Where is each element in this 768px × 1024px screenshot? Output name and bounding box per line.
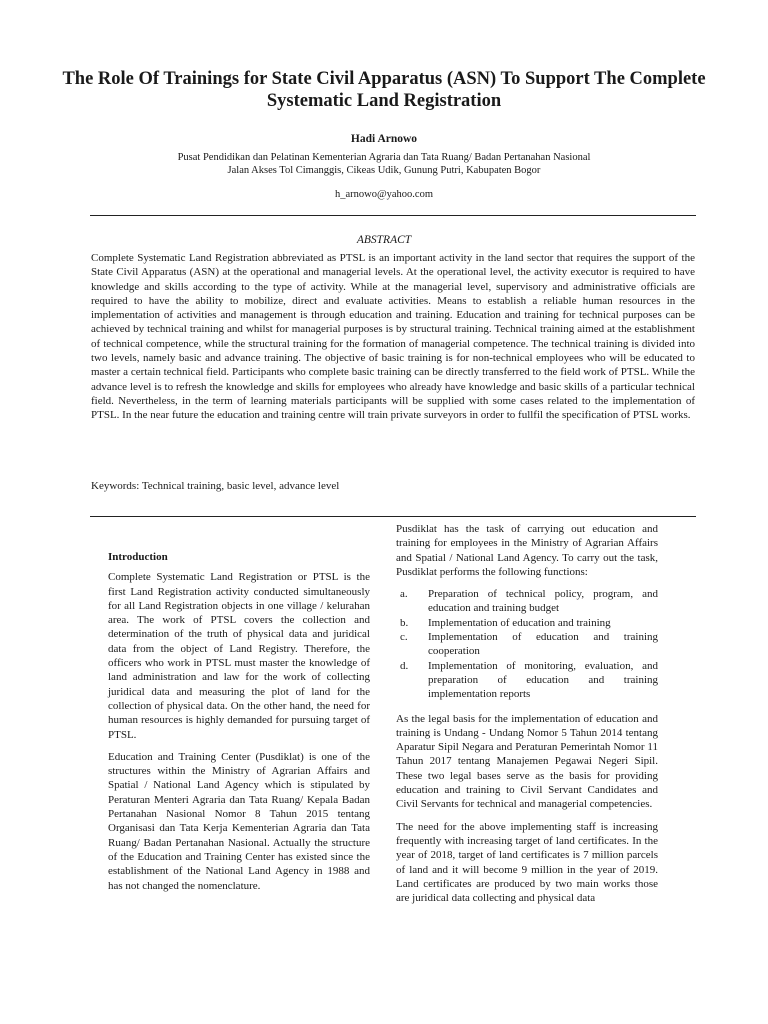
list-item <box>396 616 658 630</box>
intro-paragraph-1: Complete Systematic Land Registration or PTSL is the first Land Registration activity conducted simultaneously for all Land Registration objects in one village / kelurahan area. The work of PTSL covers the collection and determination of the truth of physical data and juridical data from the object of Land Registry. Therefore, the officers who work in PTSL must master the knowledge of land administration and law for the work of collecting juridical data and measuring the plot of land for the collection of physical data. On the other hand, the need for human resources is highly demanded for pursuing target of PTSL. <box>108 571 370 741</box>
intro-paragraph-2: Education and Training Center (Pusdiklat) is one of the structures within the Ministry of Agrarian Affairs and Spatial / National Land Agency which is stipulated by Peraturan Menteri Agraria dan Tata Ruang/ Kepala Badan Pertanahan Nasional Nomor 8 Tahun 2015 tentang Organisasi dan Tata Kerja Kementerian Agraria dan Tata Ruang/ Badan Pertanahan Nasional. Actually the structure of the Education and Training Center has existed since the establishment of the National Land Agency in 1988 and has not changed the nomenclature. <box>108 750 370 892</box>
functions-list <box>396 587 658 701</box>
list-item-label: c. <box>400 631 408 644</box>
pusdiklat-paragraph: Pusdiklat has the task of carrying out education and training for employees in the Ministry of Agrarian Affairs and Spatial / National Land Agency. To carry out the task, Pusdiklat performs the following functions: <box>396 523 658 578</box>
paper-title: The Role Of Trainings for State Civil Apparatus (ASN) To Support The Complete Systematic Land Registration <box>62 69 706 111</box>
section-heading-introduction: Introduction <box>108 551 168 563</box>
staff-need-paragraph: The need for the above implementing staff is increasing frequently with increasing target of land certificates. In the year of 2018, target of land certificates is 7 million parcels of land and it will become 9 million in the year of 2019. Land certificates are produced by two main works those are juridical data collecting and physical data <box>396 820 658 905</box>
list-item-label: d. <box>400 659 409 672</box>
abstract-text: Complete Systematic Land Registration abbreviated as PTSL is an important activity in the land sector that requires the support of the State Civil Apparatus (ASN) at the operational and managerial levels. At the operational level, the activity executor is required to have knowledge and skills according to the type of activity. While at the managerial level, supervisory and administrative officials are required to have the ability to mobilize, direct and evaluate activities. Means to establish a reliable human resources in the implementation of activities and management is through education and training. Education and training for technical purposes can be achieved by technical training and whilst for managerial purposes is by structural training. Technical training aimed at the establishment of technical competence, while the structural training for the formation of managerial competence. The technical training is divided into two levels, namely basic and advance training. The objective of basic training is for non-technical employees who will be educated to master a certain technical field. Participants who complete basic training can be directly transferred to the field work of PTSL. While the advance level is to refresh the knowledge and skills for employees who already have knowledge and basic skills of a particular technical field. Nevertheless, in the term of learning materials participants will be supplied with some cases related to the implementation of PTSL. In the near future the education and training centre will train private surveyors in order to fullfil the specification of PTSL works. <box>91 252 695 422</box>
author-email: h_arnowo@yahoo.com <box>334 189 434 200</box>
affiliation-line-2: Jalan Akses Tol Cimanggis, Cikeas Udik, Gunung Putri, Kabupaten Bogor <box>227 165 541 176</box>
left-column <box>108 550 370 901</box>
list-item-text: Implementation of monitoring, evaluation, and preparation of education and training implementation reports <box>428 659 658 701</box>
divider-top <box>90 215 696 216</box>
legal-basis-paragraph: As the legal basis for the implementation of education and training is Undang - Undang Nomor 5 Tahun 2014 tentang Aparatur Sipil Negara and Peraturan Pemerintah Nomor 11 Tahun 2017 tentang Manajemen Pegawai Negeri Sipil. These two legal bases serve as the basis for providing education and training to Civil Servant Candidates and Civil Servants for technical and managerial competencies. <box>396 712 658 811</box>
list-item-label: b. <box>400 616 409 629</box>
affiliation-line-1: Pusat Pendidikan dan Pelatinan Kementerian Agraria dan Tata Ruang/ Badan Pertanahan Nasional <box>177 152 591 163</box>
list-item <box>396 630 658 659</box>
list-item <box>396 659 658 702</box>
list-item <box>396 587 658 616</box>
author-affiliation <box>0 151 768 177</box>
list-item-text: Preparation of technical policy, program, and education and training budget <box>428 588 658 615</box>
author-name: Hadi Arnowo <box>350 133 418 145</box>
right-column <box>396 522 658 913</box>
list-item-text: Implementation of education and training <box>428 616 611 629</box>
keywords: Keywords: Technical training, basic level, advance level <box>91 480 340 492</box>
list-item-label: a. <box>400 588 408 601</box>
divider-bottom <box>90 516 696 517</box>
list-item-text: Implementation of education and training cooperation <box>428 631 658 658</box>
abstract-heading: ABSTRACT <box>356 234 412 246</box>
